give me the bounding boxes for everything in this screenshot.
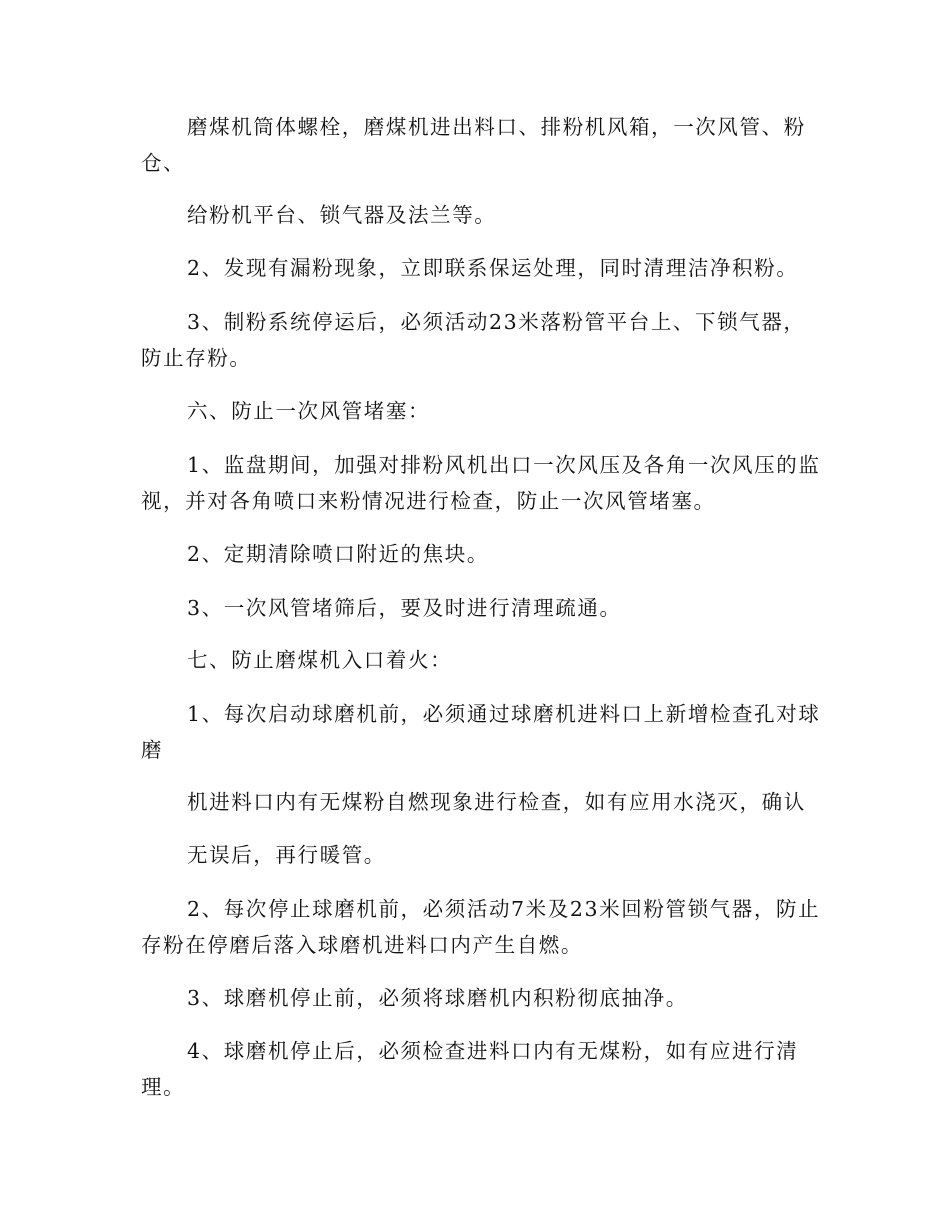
text-line: 磨	[141, 738, 164, 762]
text-line: 1、监盘期间，加强对排粉风机出口一次风压及各角一次风压的监	[187, 453, 821, 477]
text-line: 3、球磨机停止前，必须将球磨机内积粉彻底抽净。	[187, 986, 688, 1010]
section-heading: 七、防止磨煤机入口着火：	[187, 648, 453, 672]
text-line: 存粉在停磨后落入球磨机进料口内产生自燃。	[141, 933, 583, 957]
text-line: 3、制粉系统停运后，必须活动23米落粉管平台上、下锁气器，	[187, 310, 806, 334]
text-line: 1、每次启动球磨机前，必须通过球磨机进料口上新增检查孔对球	[187, 702, 821, 726]
text-line: 2、发现有漏粉现象，立即联系保运处理，同时清理洁净积粉。	[187, 256, 799, 280]
text-line: 磨煤机筒体螺栓，磨煤机进出料口、排粉机风箱，一次风管、粉	[187, 115, 806, 139]
text-line: 防止存粉。	[141, 346, 252, 370]
text-line: 理。	[141, 1075, 186, 1099]
text-line: 无误后，再行暖管。	[187, 843, 386, 867]
text-line: 仓、	[141, 151, 186, 175]
section-heading: 六、防止一次风管堵塞：	[187, 399, 431, 423]
text-line: 视，并对各角喷口来粉情况进行检查，防止一次风管堵塞。	[141, 489, 716, 513]
text-line: 给粉机平台、锁气器及法兰等。	[187, 203, 497, 227]
text-line: 机进料口内有无煤粉自燃现象进行检查，如有应用水浇灭，确认	[187, 790, 806, 814]
text-line: 2、定期清除喷口附近的焦块。	[187, 542, 489, 566]
text-line: 4、球磨机停止后，必须检查进料口内有无煤粉，如有应进行清	[187, 1039, 799, 1063]
text-line: 3、一次风管堵筛后，要及时进行清理疏通。	[187, 596, 622, 620]
text-line: 2、每次停止球磨机前，必须活动7米及23米回粉管锁气器，防止	[187, 897, 821, 921]
